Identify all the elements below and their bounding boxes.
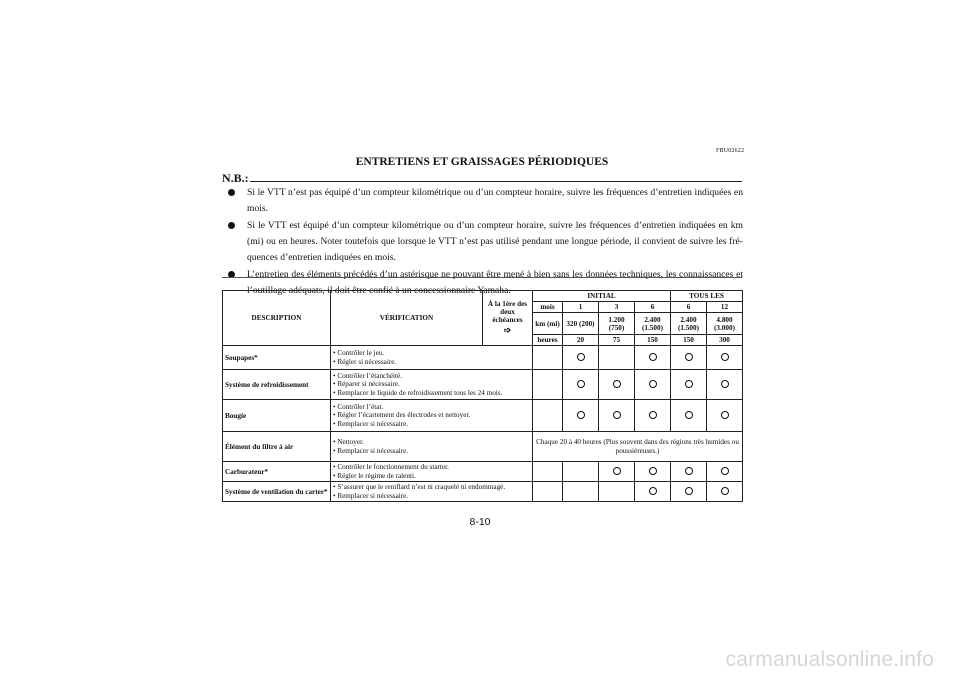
check-item	[333, 358, 530, 366]
hours-value: 20	[563, 335, 599, 346]
maintenance-table	[222, 290, 743, 502]
check-text: Réparer si nécessaire.	[337, 380, 400, 389]
check-item	[333, 349, 530, 357]
interval-cell	[671, 482, 707, 502]
row-verification	[331, 482, 533, 502]
check-text: Remplacer si nécessaire.	[337, 491, 409, 500]
interval-cell	[707, 370, 743, 400]
circle-icon	[685, 353, 693, 361]
hours-value: 150	[635, 335, 671, 346]
row-description: Soupapes*	[223, 346, 331, 370]
check-text: Contrôler l’étanchéité.	[337, 371, 402, 380]
interval-cell	[599, 370, 635, 400]
watermark: carmanualsonline.info	[725, 648, 934, 671]
check-text: Nettoyer.	[337, 438, 364, 447]
check-item	[333, 463, 530, 471]
row-description: Système de refroidissement	[223, 370, 331, 400]
note-text: L’entretien des éléments précédés d’un astérisque ne pouvant être mené à bien sans les données techniques, les connaissances et l’outillage adéquats, il doit être confié à un concessionnaire Yamaha.	[247, 269, 743, 296]
arrow-right-icon: ➩	[503, 325, 512, 335]
label-months: mois	[533, 302, 563, 313]
bullet-icon: •	[333, 380, 338, 389]
circle-icon	[721, 411, 729, 419]
header-verification: VÉRIFICATION	[331, 291, 483, 346]
interval-cell	[563, 370, 599, 400]
check-text: Régler le régime de ralenti.	[337, 471, 416, 480]
check-text: S’assurer que le reniflard n’est ni craquelé ni endommagé.	[337, 483, 506, 492]
interval-cell	[671, 346, 707, 370]
interval-cell	[635, 346, 671, 370]
interval-cell	[599, 482, 635, 502]
bullet-icon: •	[333, 357, 338, 366]
row-description: Bougie	[223, 400, 331, 432]
nb-rule	[250, 181, 742, 182]
interval-cell	[671, 370, 707, 400]
check-item	[333, 472, 530, 480]
circle-icon	[613, 411, 621, 419]
page-number: 8-10	[469, 516, 491, 528]
row-description: Élément du filtre à air	[223, 432, 331, 462]
check-item	[333, 447, 530, 455]
row-verification	[331, 432, 533, 462]
circle-icon	[685, 380, 693, 388]
interval-cell	[563, 346, 599, 370]
check-text: Régler si nécessaire.	[337, 357, 397, 366]
table-body	[223, 346, 743, 502]
bullet-icon: •	[333, 483, 338, 492]
note-item	[228, 185, 743, 217]
spacer-cell	[533, 400, 563, 432]
check-item	[333, 438, 530, 446]
circle-icon	[577, 380, 585, 388]
interval-cell	[635, 370, 671, 400]
km-value: 1.200 (750)	[599, 313, 635, 335]
hours-value: 75	[599, 335, 635, 346]
check-item	[333, 411, 530, 419]
note-text: Si le VTT n’est pas équipé d’un compteur kilométrique ou d’un compteur horaire, suivre les fréquences d’entretien indiquées en mois.	[247, 187, 743, 214]
check-text: Contrôler le jeu.	[337, 349, 385, 358]
km-value: 4.800 (3.000)	[707, 313, 743, 335]
notes-list	[228, 185, 743, 300]
hours-value: 300	[707, 335, 743, 346]
circle-icon	[721, 467, 729, 475]
bullet-icon	[228, 189, 235, 196]
check-text: Contrôler le fonctionnement du starter.	[337, 463, 449, 472]
table-row	[223, 432, 743, 462]
months-value: 1	[563, 302, 599, 313]
interval-cell	[671, 400, 707, 432]
row-description: Carburateur*	[223, 462, 331, 482]
check-item	[333, 420, 530, 428]
bullet-icon: •	[333, 388, 338, 397]
interval-cell	[563, 482, 599, 502]
bullet-icon: •	[333, 446, 338, 455]
check-item	[333, 483, 530, 491]
spacer-cell	[533, 346, 563, 370]
interval-cell	[707, 346, 743, 370]
note-text: Si le VTT est équipé d’un compteur kilométrique ou d’un compteur horaire, suivre les fréquences d’entretien indiquées en km (mi) ou en heures. Noter toutefois que lorsque le VTT n’est pas utilisé pendant une longue période, il convient de suivre les fré- quences d’entretien indiquées en mois.	[247, 220, 743, 263]
months-value: 6	[671, 302, 707, 313]
header-first-intervals	[483, 291, 533, 346]
km-value: 320 (200)	[563, 313, 599, 335]
row-verification	[331, 370, 533, 400]
circle-icon	[685, 467, 693, 475]
spacer-cell	[533, 462, 563, 482]
table-row	[223, 400, 743, 432]
check-item	[333, 372, 530, 380]
interval-cell	[707, 462, 743, 482]
circle-icon	[649, 353, 657, 361]
bullet-icon: •	[333, 438, 338, 447]
label-hours: heures	[533, 335, 563, 346]
circle-icon	[721, 487, 729, 495]
row-verification	[331, 346, 533, 370]
circle-icon	[649, 380, 657, 388]
header-initial: INITIAL	[533, 291, 671, 302]
check-item	[333, 380, 530, 388]
check-item	[333, 389, 530, 397]
bullet-icon: •	[333, 371, 338, 380]
months-value: 6	[635, 302, 671, 313]
interval-cell	[599, 400, 635, 432]
interval-cell	[599, 462, 635, 482]
check-text: Remplacer si nécessaire.	[337, 446, 409, 455]
interval-cell	[707, 482, 743, 502]
interval-cell	[635, 462, 671, 482]
circle-icon	[613, 467, 621, 475]
months-value: 3	[599, 302, 635, 313]
bullet-icon: •	[333, 463, 338, 472]
circle-icon	[685, 487, 693, 495]
table-row	[223, 462, 743, 482]
header-first-intervals-label: À la 1ère des deux échéances	[487, 300, 528, 324]
check-item	[333, 492, 530, 500]
document-code: FBU02622	[716, 148, 745, 154]
row-verification	[331, 462, 533, 482]
interval-cell	[671, 462, 707, 482]
months-value: 12	[707, 302, 743, 313]
label-km: km (mi)	[533, 313, 563, 335]
check-text: Remplacer si nécessaire.	[337, 419, 409, 428]
table-row	[223, 482, 743, 502]
check-item	[333, 403, 530, 411]
bullet-icon: •	[333, 471, 338, 480]
circle-icon	[577, 353, 585, 361]
interval-note: Chaque 20 à 40 heures (Plus souvent dans des régions très humides ou poussiéreuses.)	[533, 432, 743, 462]
circle-icon	[649, 467, 657, 475]
interval-cell	[635, 482, 671, 502]
circle-icon	[649, 487, 657, 495]
interval-cell	[563, 462, 599, 482]
bullet-icon: •	[333, 349, 338, 358]
check-text: Contrôler l’état.	[337, 402, 384, 411]
table-row	[223, 370, 743, 400]
bullet-icon: •	[333, 419, 338, 428]
bullet-icon	[228, 222, 235, 229]
circle-icon	[685, 411, 693, 419]
hours-value: 150	[671, 335, 707, 346]
check-text: Remplacer le liquide de refroidissement tous les 24 mois.	[337, 388, 503, 397]
interval-cell	[707, 400, 743, 432]
page-title: ENTRETIENS ET GRAISSAGES PÉRIODIQUES	[355, 156, 609, 168]
row-description: Système de ventilation du carter*	[223, 482, 331, 502]
circle-icon	[649, 411, 657, 419]
header-every: TOUS LES	[671, 291, 743, 302]
check-text: Régler l’écartement des électrodes et nettoyer.	[337, 411, 471, 420]
header-description: DESCRIPTION	[223, 291, 331, 346]
bullet-icon: •	[333, 402, 338, 411]
row-verification	[331, 400, 533, 432]
interval-cell	[599, 346, 635, 370]
nb-label: N.B.:	[222, 171, 249, 185]
table-row	[223, 346, 743, 370]
km-value: 2.400 (1.500)	[635, 313, 671, 335]
bullet-icon: •	[333, 491, 338, 500]
circle-icon	[721, 353, 729, 361]
interval-cell	[635, 400, 671, 432]
interval-cell	[563, 400, 599, 432]
bullet-icon: •	[333, 411, 338, 420]
circle-icon	[721, 380, 729, 388]
notes-end-rule	[222, 277, 742, 278]
km-value: 2.400 (1.500)	[671, 313, 707, 335]
spacer-cell	[533, 370, 563, 400]
circle-icon	[613, 380, 621, 388]
spacer-cell	[533, 482, 563, 502]
note-item	[228, 218, 743, 266]
circle-icon	[577, 411, 585, 419]
